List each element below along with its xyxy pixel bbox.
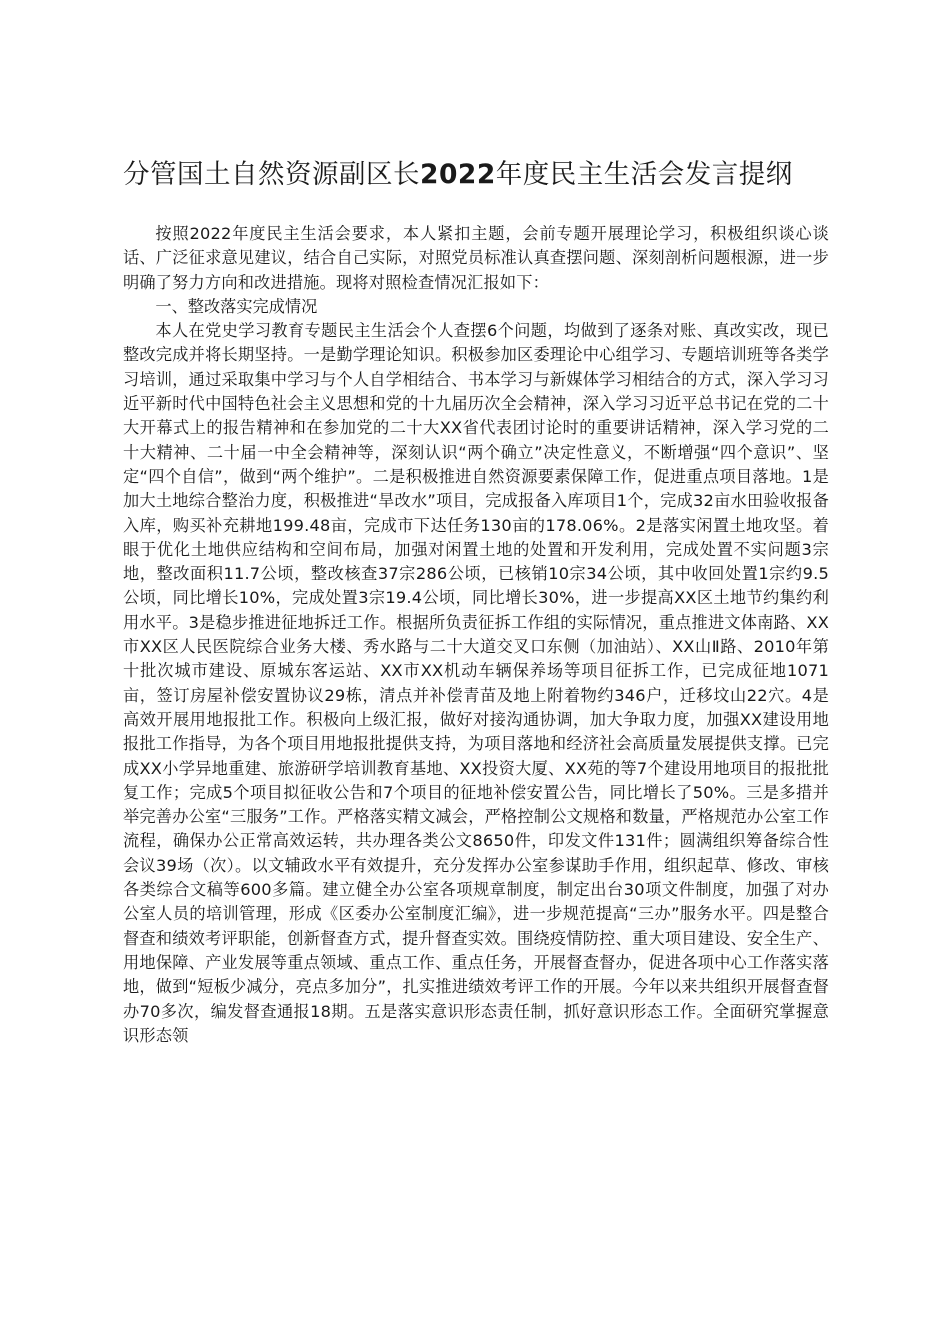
document-page	[123, 150, 829, 1048]
intro-paragraph: 按照2022年度民主生活会要求，本人紧扣主题，会前专题开展理论学习，积极组织谈心谈话、广泛征求意见建议，结合自己实际，对照党员标准认真查摆问题、深刻剖析问题根源，进一步明确了努力方向和改进措施。现将对照检查情况汇报如下：	[123, 224, 829, 292]
title-prefix: 分管国土自然资源副区长	[123, 159, 420, 190]
section-heading-1: 一、整改落实完成情况	[155, 296, 318, 316]
document-title	[123, 150, 829, 200]
title-year: 2022	[420, 159, 496, 190]
section-body-1: 本人在党史学习教育专题民主生活会个人查摆6个问题，均做到了逐条对账、真改实改，现已整改完成并将长期坚持。一是勤学理论知识。积极参加区委理论中心组学习、专题培训班等各类学习培训，通过采取集中学习与个人自学相结合、书本学习与新媒体学习相结合的方式，深入学习习近平新时代中国特色社会主义思想和党的十九届历次全会精神，深入学习习近平总书记在党的二十大开幕式上的报告精神和在参加党的二十大XX省代表团讨论时的重要讲话精神，深入学习党的二十大精神、二十届一中全会精神等，深刻认识“两个确立”决定性意义，不断增强“四个意识”、坚定“四个自信”，做到“两个维护”。二是积极推进自然资源要素保障工作，促进重点项目落地。1是加大土地综合整治力度，积极推进“旱改水”项目，完成报备入库项目1个，完成32亩水田验收报备入库，购买补充耕地199.48亩，完成市下达任务130亩的178.06%。2是落实闲置土地攻坚。着眼于优化土地供应结构和空间布局，加强对闲置土地的处置和开发利用，完成处置不实问题3宗地，整改面积11.7公顷，整改核查37宗286公顷，已核销10宗34公顷，其中收回处置1宗约9.5公顷，同比增长10%，完成处置3宗19.4公顷，同比增长30%，进一步提高XX区土地节约集约利用水平。3是稳步推进征地拆迁工作。根据所负责征拆工作组的实际情况，重点推进文体南路、XX市XX区人民医院综合业务大楼、秀水路与二十大道交叉口东侧（加油站）、XX山Ⅱ路、2010年第十批次城市建设、原城东客运站、XX市XX机动车辆保养场等项目征拆工作，已完成征地1071亩，签订房屋补偿安置协议29栋，清点并补偿青苗及地上附着物约346户，迁移坟山22穴。4是高效开展用地报批工作。积极向上级汇报，做好对接沟通协调，加大争取力度，加强XX建设用地报批工作指导，为各个项目用地报批提供支持，为项目落地和经济社会高质量发展提供支撑。已完成XX小学异地重建、旅游研学培训教育基地、XX投资大厦、XX苑的等7个建设用地项目的报批批复工作；完成5个项目拟征收公告和7个项目的征地补偿安置公告，同比增长了50%。三是多措并举完善办公室“三服务”工作。严格落实精文减会，严格控制公文规格和数量，严格规范办公室工作流程，确保办公正常高效运转，共办理各类公文8650件，印发文件131件；圆满组织筹备综合性会议39场（次）。以文辅政水平有效提升，充分发挥办公室参谋助手作用，组织起草、修改、审核各类综合文稿等600多篇。建立健全办公室各项规章制度，制定出台30项文件制度，加强了对办公室人员的培训管理，形成《区委办公室制度汇编》，进一步规范提高“三办”服务水平。四是整合督查和绩效考评职能，创新督查方式，提升督查实效。围绕疫情防控、重大项目建设、安全生产、用地保障、产业发展等重点领域、重点工作、重点任务，开展督查督办，促进各项中心工作落实落地，做到“短板少减分，亮点多加分”，扎实推进绩效考评工作的开展。今年以来共组织开展督查督办70多次，编发督查通报18期。五是落实意识形态责任制，抓好意识形态工作。全面研究掌握意识形态领	[123, 321, 829, 1045]
title-suffix: 年度民主生活会发言提纲	[495, 159, 793, 190]
